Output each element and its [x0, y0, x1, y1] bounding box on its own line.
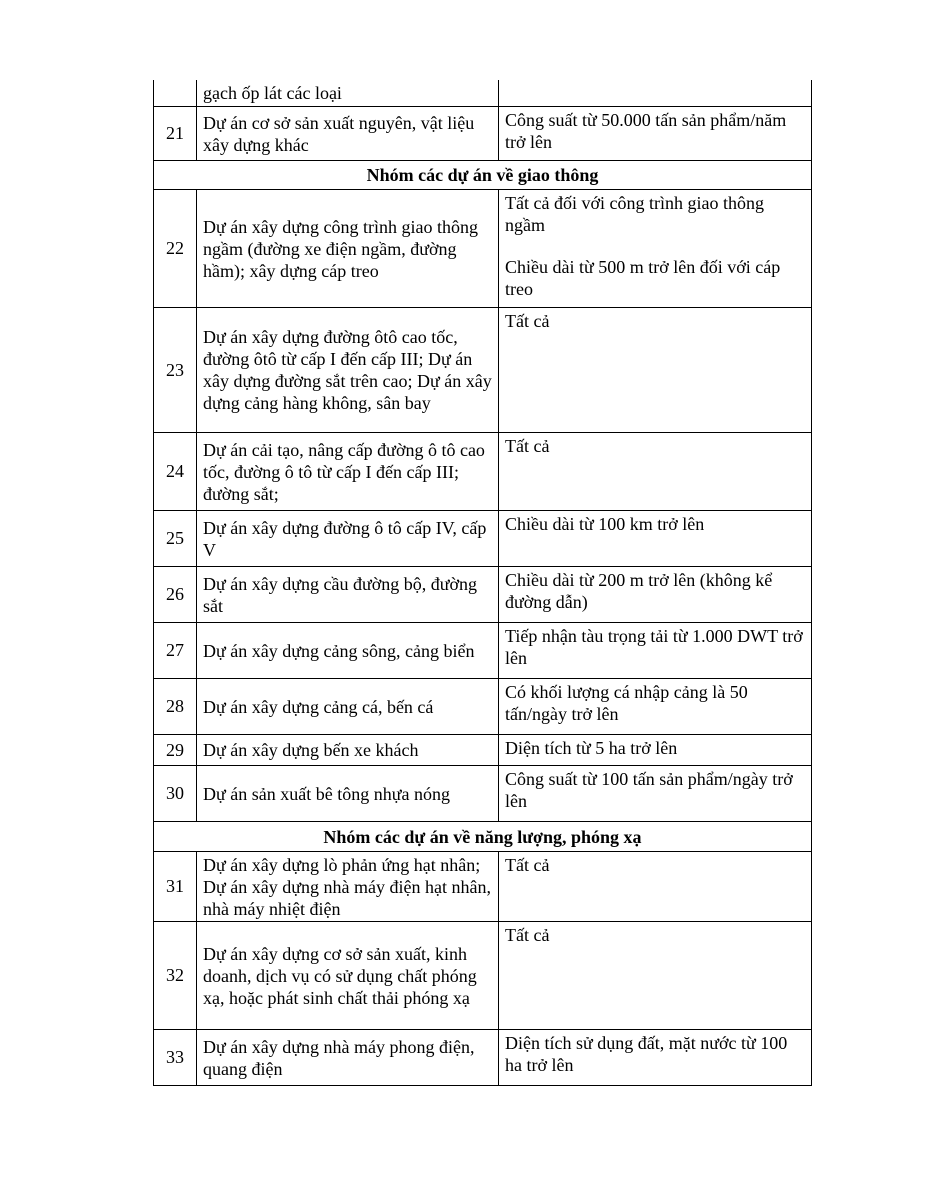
- project-criteria: [499, 307, 812, 432]
- criteria-line: Công suất từ 100 tấn sản phẩm/ngày trở lên: [505, 768, 793, 811]
- project-criteria: [499, 678, 812, 734]
- table-row: [154, 622, 812, 678]
- project-description: Dự án xây dựng công trình giao thông ngầm (đường xe điện ngầm, đường hầm); xây dựng cáp treo: [197, 189, 499, 307]
- row-number: 32: [154, 921, 197, 1029]
- project-criteria: [499, 765, 812, 821]
- table-row: [154, 921, 812, 1029]
- criteria-line: Tất cả: [505, 854, 550, 875]
- row-number: 31: [154, 851, 197, 921]
- project-description: Dự án xây dựng đường ô tô cấp IV, cấp V: [197, 510, 499, 566]
- criteria-line: Tất cả đối với công trình giao thông ngầm: [505, 192, 764, 235]
- row-number: 25: [154, 510, 197, 566]
- row-number: 22: [154, 189, 197, 307]
- table-row: [154, 510, 812, 566]
- project-criteria: [499, 1029, 812, 1085]
- criteria-line: Chiều dài từ 100 km trở lên: [505, 513, 705, 534]
- criteria-line: Chiều dài từ 500 m trở lên đối với cáp treo: [505, 256, 781, 299]
- project-description: Dự án xây dựng cảng cá, bến cá: [197, 678, 499, 734]
- criteria-line: Tất cả: [505, 924, 550, 945]
- table-row: [154, 432, 812, 510]
- table-row: [154, 734, 812, 765]
- row-number: 26: [154, 566, 197, 622]
- row-number: 24: [154, 432, 197, 510]
- project-description: Dự án xây dựng bến xe khách: [197, 734, 499, 765]
- group-header-row: [154, 821, 812, 851]
- table-row: [154, 678, 812, 734]
- criteria-line: Công suất từ 50.000 tấn sản phẩm/năm trở lên: [505, 109, 787, 152]
- project-description: Dự án xây dựng lò phản ứng hạt nhân; Dự án xây dựng nhà máy điện hạt nhân, nhà máy nhiệt điện: [197, 851, 499, 921]
- project-table-body: [154, 80, 812, 1085]
- project-criteria: [499, 80, 812, 106]
- row-number: 23: [154, 307, 197, 432]
- project-description: Dự án xây dựng cầu đường bộ, đường sắt: [197, 566, 499, 622]
- table-row: [154, 80, 812, 106]
- row-number: [154, 80, 197, 106]
- project-description: Dự án cải tạo, nâng cấp đường ô tô cao tốc, đường ô tô từ cấp I đến cấp III; đường sắt;: [197, 432, 499, 510]
- table-row: [154, 851, 812, 921]
- project-criteria: [499, 921, 812, 1029]
- project-criteria: [499, 189, 812, 307]
- project-description: Dự án xây dựng đường ôtô cao tốc, đường ôtô từ cấp I đến cấp III; Dự án xây dựng đường sắt trên cao; Dự án xây dựng cảng hàng không, sân bay: [197, 307, 499, 432]
- project-criteria: [499, 566, 812, 622]
- criteria-line: Tất cả: [505, 310, 550, 331]
- table-row: [154, 189, 812, 307]
- project-description: Dự án cơ sở sản xuất nguyên, vật liệu xây dựng khác: [197, 106, 499, 160]
- project-description: Dự án xây dựng cơ sở sản xuất, kinh doanh, dịch vụ có sử dụng chất phóng xạ, hoặc phát sinh chất thải phóng xạ: [197, 921, 499, 1029]
- table-row: [154, 765, 812, 821]
- project-criteria: [499, 851, 812, 921]
- row-number: 21: [154, 106, 197, 160]
- criteria-line: Có khối lượng cá nhập cảng là 50 tấn/ngày trở lên: [505, 681, 748, 724]
- criteria-line: Tất cả: [505, 435, 550, 456]
- row-number: 33: [154, 1029, 197, 1085]
- table-row: [154, 307, 812, 432]
- criteria-line: Chiều dài từ 200 m trở lên (không kể đường dẫn): [505, 569, 773, 612]
- project-criteria: [499, 106, 812, 160]
- project-description: Dự án xây dựng cảng sông, cảng biển: [197, 622, 499, 678]
- project-description: Dự án xây dựng nhà máy phong điện, quang điện: [197, 1029, 499, 1085]
- criteria-line: Diện tích từ 5 ha trở lên: [505, 737, 678, 758]
- group-header-row: [154, 160, 812, 189]
- criteria-line: Diện tích sử dụng đất, mặt nước từ 100 ha trở lên: [505, 1032, 788, 1075]
- project-description: Dự án sản xuất bê tông nhựa nóng: [197, 765, 499, 821]
- project-criteria: [499, 510, 812, 566]
- project-table: [153, 80, 812, 1086]
- table-row: [154, 566, 812, 622]
- project-criteria: [499, 622, 812, 678]
- row-number: 27: [154, 622, 197, 678]
- row-number: 28: [154, 678, 197, 734]
- project-criteria: [499, 734, 812, 765]
- group-title: Nhóm các dự án về giao thông: [154, 160, 812, 189]
- table-row: [154, 106, 812, 160]
- group-title: Nhóm các dự án về năng lượng, phóng xạ: [154, 821, 812, 851]
- row-number: 30: [154, 765, 197, 821]
- project-criteria: [499, 432, 812, 510]
- criteria-line: Tiếp nhận tàu trọng tải từ 1.000 DWT trở lên: [505, 625, 803, 668]
- row-number: 29: [154, 734, 197, 765]
- table-row: [154, 1029, 812, 1085]
- project-description: gạch ốp lát các loại: [197, 80, 499, 106]
